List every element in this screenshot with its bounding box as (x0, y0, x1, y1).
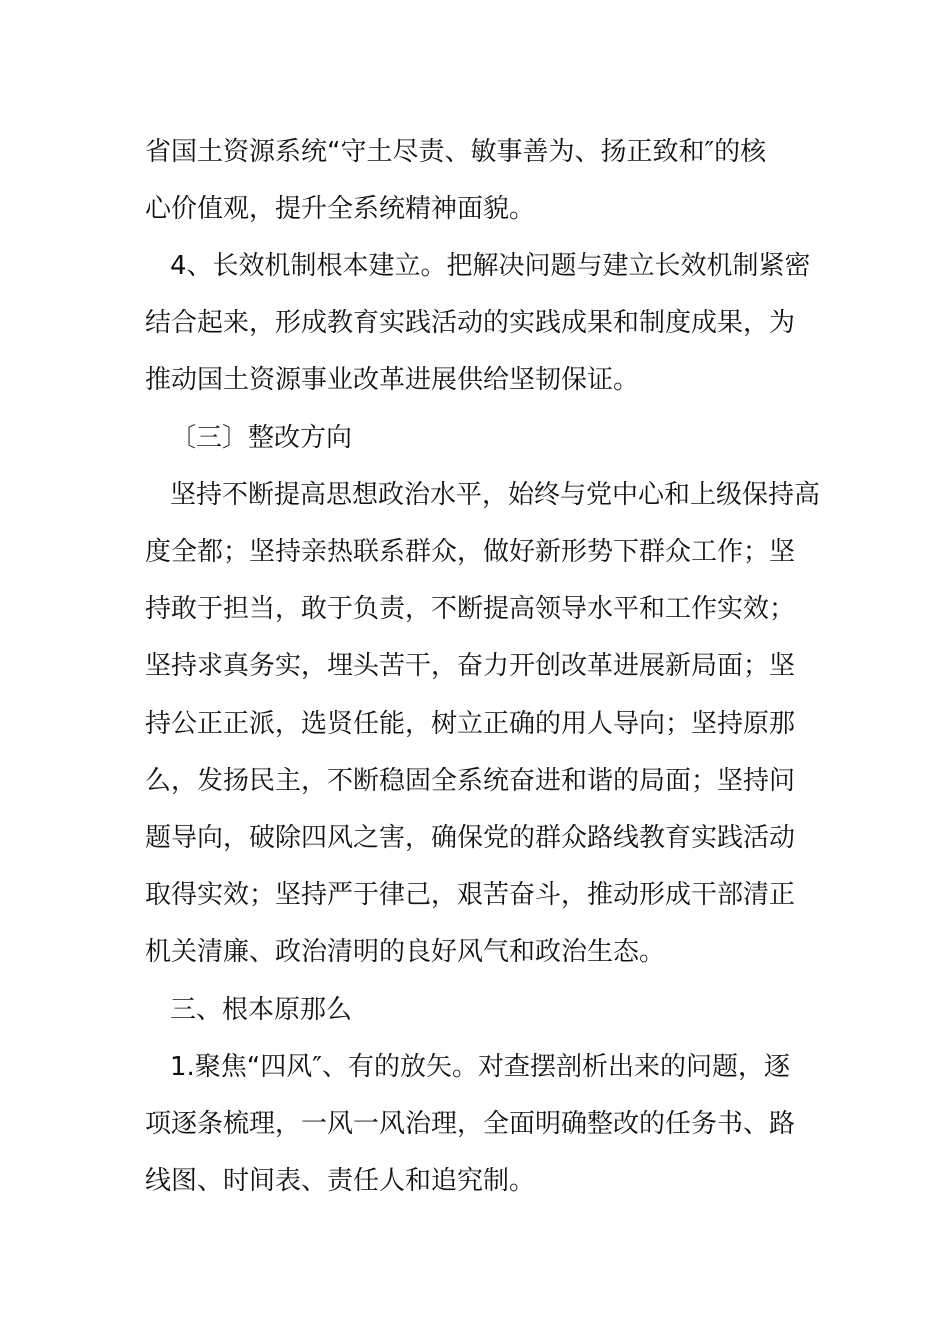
text-line: 推动国土资源事业改革进展供给坚韧保证。 (145, 365, 640, 395)
text-line: 1.聚焦“四风″、有的放矢。对查摆剖析出来的问题，逐 (170, 1052, 790, 1082)
text-line: 心价值观，提升全系统精神面貌。 (145, 194, 536, 224)
text-line: 持敢于担当，敢于负责，不断提高领导水平和工作实效； (145, 594, 796, 624)
section-heading: 三、根本原那么 (170, 995, 353, 1025)
text-line: 线图、时间表、责任人和追究制。 (145, 1166, 536, 1196)
text-line: 4、长效机制根本建立。把解决问题与建立长效机制紧密 (170, 251, 811, 281)
text-line: 题导向，破除四风之害，确保党的群众路线教育实践活动 (145, 823, 796, 853)
text-line: 度全都；坚持亲热联系群众，做好新形势下群众工作；坚 (145, 537, 796, 567)
text-line: 取得实效；坚持严于律己，艰苦奋斗，推动形成干部清正 (145, 880, 796, 910)
text-line: 项逐条梳理，一风一风治理，全面明确整改的任务书、路 (145, 1109, 796, 1139)
text-line: 省国土资源系统“守土尽责、敏事善为、扬正致和″的核 (145, 137, 767, 167)
section-heading: 〔三〕整改方向 (170, 423, 353, 453)
text-line: 机关清廉、政治清明的良好风气和政治生态。 (145, 937, 666, 967)
text-line: 么，发扬民主，不断稳固全系统奋进和谐的局面；坚持问 (145, 766, 796, 796)
text-line: 坚持求真务实，埋头苦干，奋力开创改革进展新局面；坚 (145, 651, 796, 681)
text-line: 结合起来，形成教育实践活动的实践成果和制度成果，为 (145, 308, 796, 338)
text-line: 持公正正派，选贤任能，树立正确的用人导向；坚持原那 (145, 709, 796, 739)
text-line: 坚持不断提高思想政治水平，始终与党中心和上级保持高 (170, 480, 821, 510)
